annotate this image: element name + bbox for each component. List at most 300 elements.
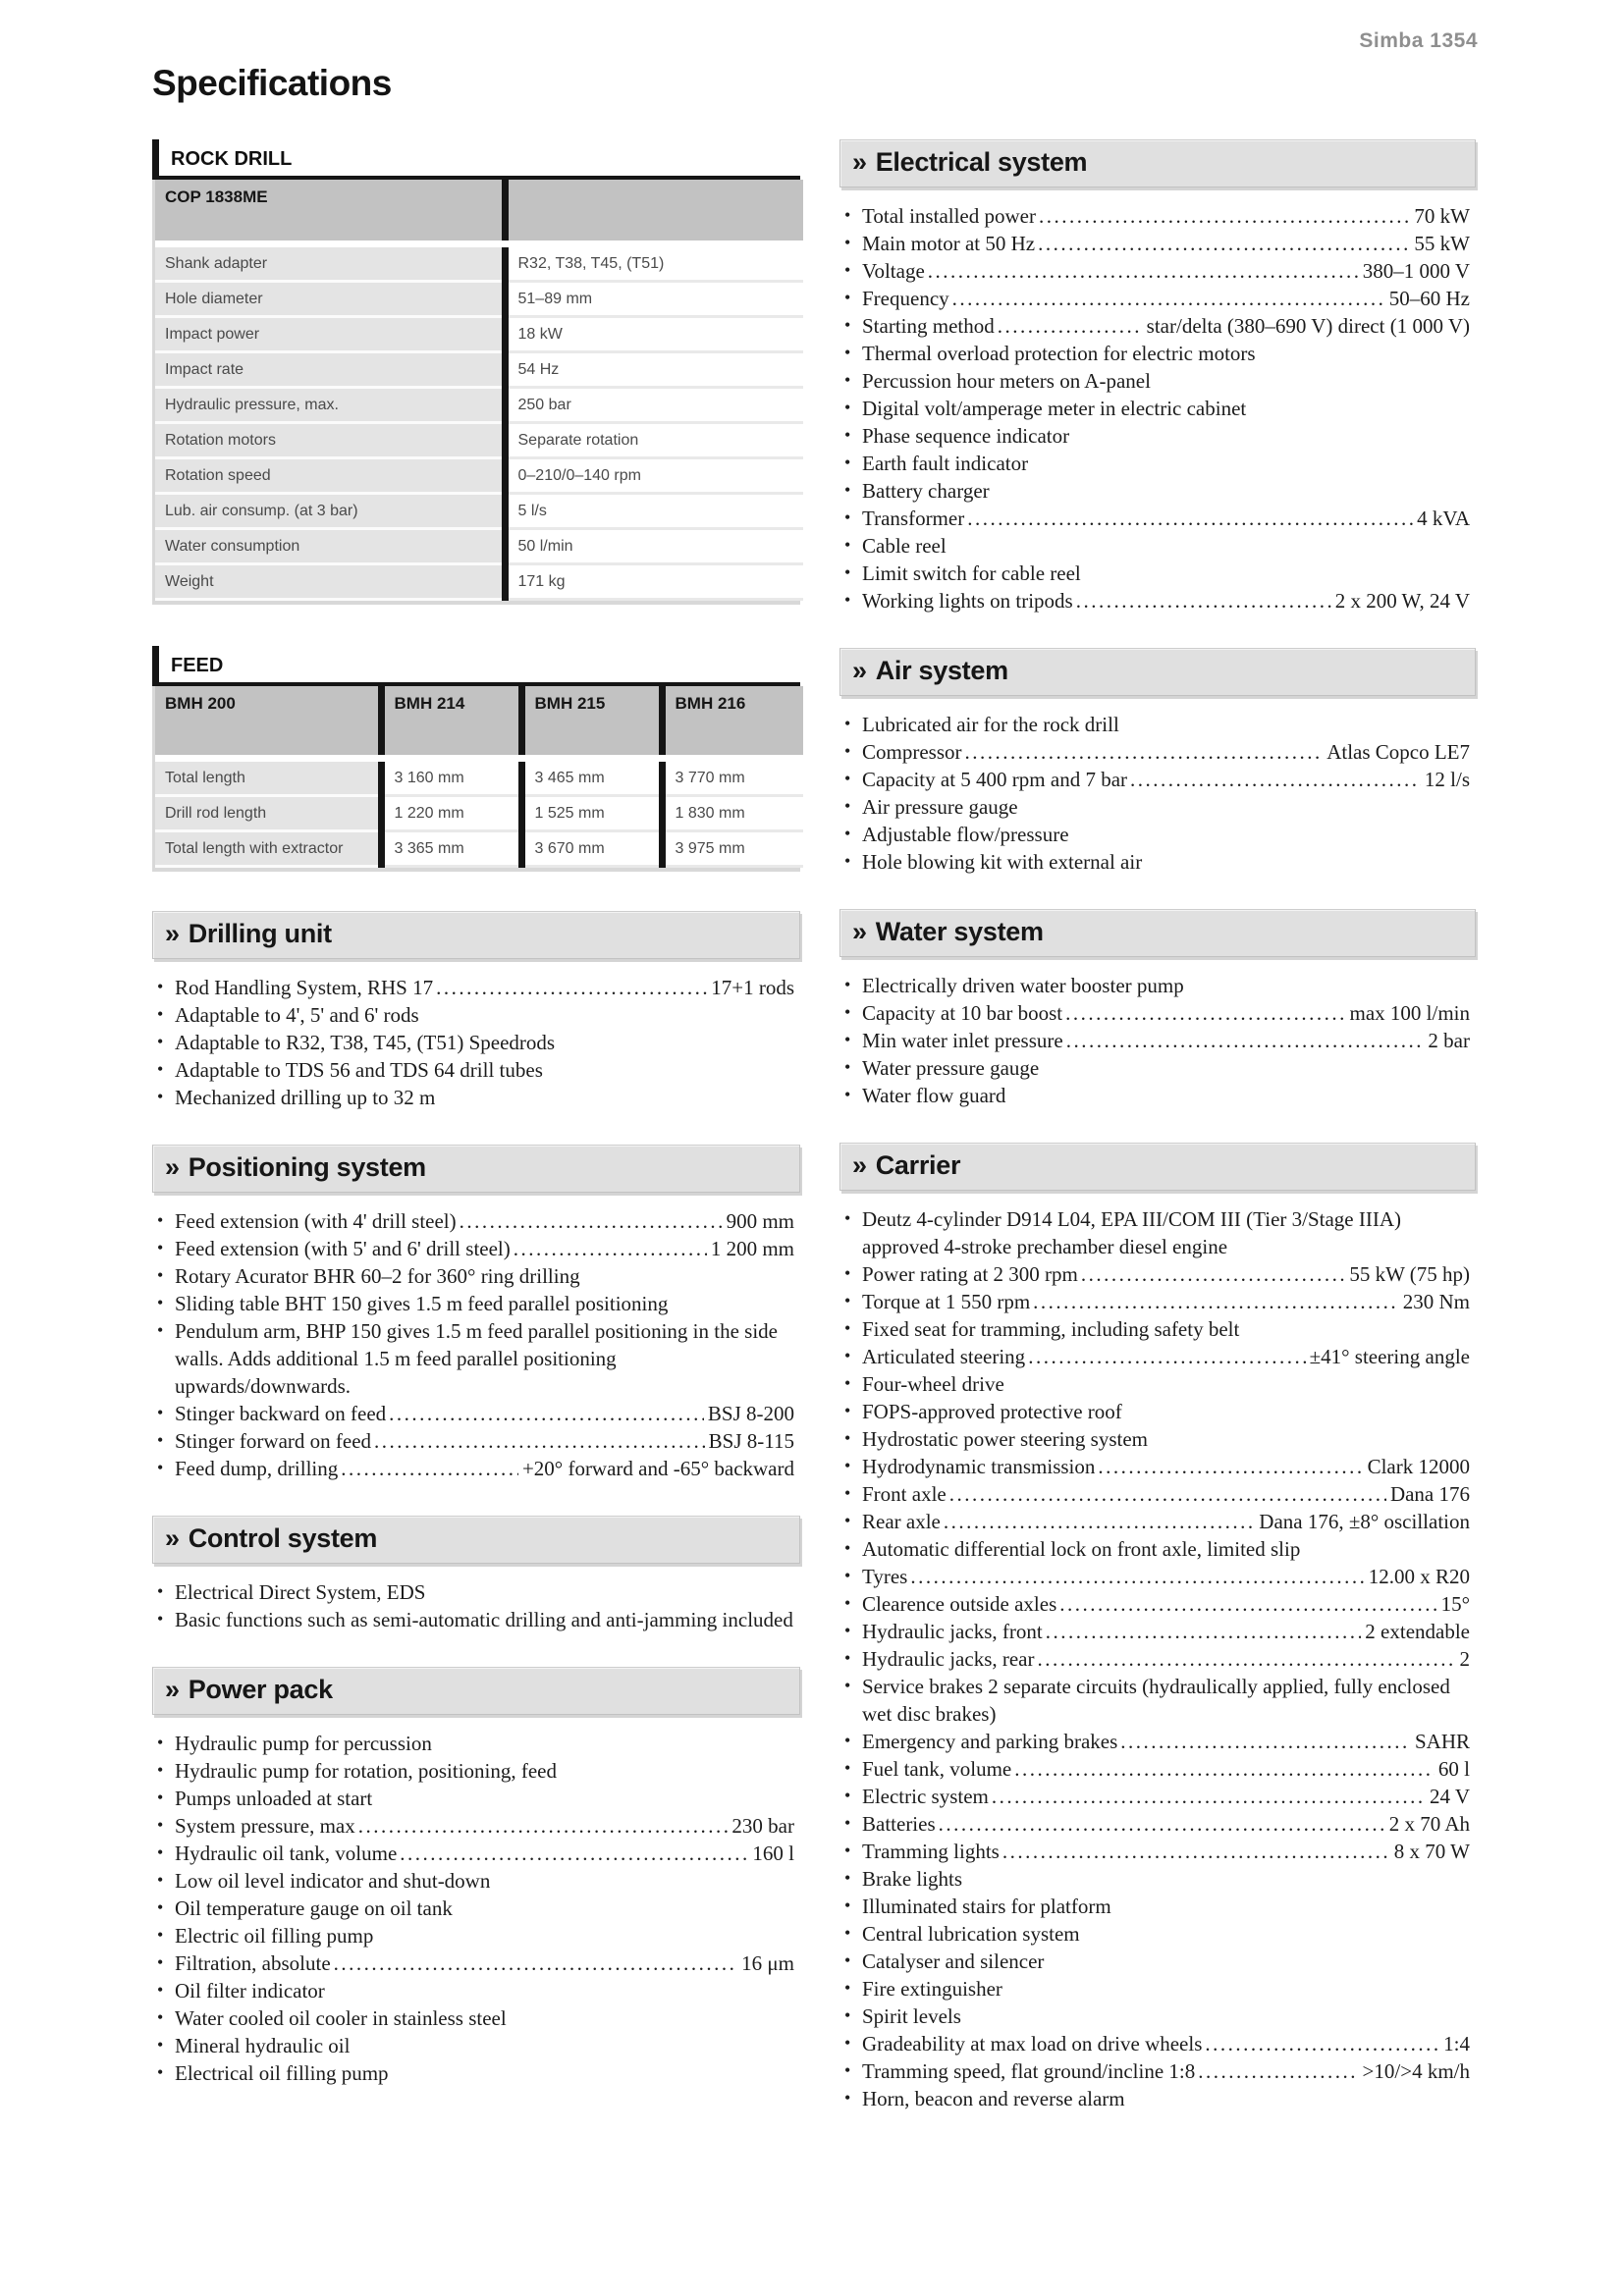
rock-drill-caption: ROCK DRILL [152, 139, 800, 176]
spec-item-text: Rotary Acurator BHR 60–2 for 360° ring drilling [175, 1264, 580, 1288]
table-header-blank [505, 180, 803, 244]
spec-item [841, 1755, 1470, 1783]
dot-leader [1063, 1027, 1425, 1054]
spec-item-text: Horn, beacon and reverse alarm [862, 2087, 1125, 2110]
spec-item-value: 160 l [752, 1842, 794, 1865]
spec-item [154, 2004, 794, 2032]
spec-item-value: star/delta (380–690 V) direct (1 000 V) [1146, 314, 1470, 338]
spec-item [841, 1783, 1470, 1810]
dot-leader [1000, 1838, 1390, 1865]
spec-item-text: Water flow guard [862, 1084, 1006, 1107]
spec-row-value: 3 465 mm [521, 759, 662, 796]
section-carrier [839, 1143, 1476, 2112]
section-control-system [152, 1516, 800, 1633]
spec-list [152, 1578, 800, 1633]
chevron-icon: » [165, 919, 180, 948]
spec-item [841, 1370, 1470, 1398]
spec-item-value: 230 bar [731, 1814, 794, 1838]
spec-item-text: Hydraulic pump for percussion [175, 1732, 432, 1755]
spec-item-value: 24 V [1429, 1785, 1470, 1808]
spec-item-value: BSJ 8-200 [707, 1402, 794, 1425]
spec-item-text: Pumps unloaded at start [175, 1787, 373, 1810]
spec-item-label: • Hydraulic oil tank, volume [175, 1842, 398, 1865]
spec-item-text: Basic functions such as semi-automatic drilling and anti-jamming included [175, 1608, 793, 1631]
feed-column-header: BMH 214 [381, 686, 521, 759]
rock-drill-model-header: COP 1838ME [155, 180, 505, 244]
spec-item-value: 12 l/s [1424, 768, 1470, 791]
spec-row-value: 18 kW [505, 317, 803, 352]
spec-item-label: • Gradeability at max load on drive wheels [862, 2032, 1203, 2056]
dot-leader [386, 1400, 704, 1427]
spec-item-value: >10/>4 km/h [1362, 2059, 1470, 2083]
spec-item [154, 1262, 794, 1290]
spec-item-label: • Working lights on tripods [862, 589, 1073, 613]
spec-item-label: • Feed extension (with 5' and 6' drill steel) [175, 1237, 511, 1260]
left-column [152, 139, 800, 2087]
spec-item-value: 8 x 70 W [1393, 1840, 1470, 1863]
spec-item [841, 477, 1470, 505]
dot-leader [457, 1207, 723, 1235]
spec-item-text: Adaptable to R32, T38, T45, (T51) Speedrods [175, 1031, 556, 1054]
spec-item [841, 450, 1470, 477]
table-row [155, 388, 803, 423]
spec-row-value: 3 975 mm [662, 831, 803, 867]
spec-item [841, 1398, 1470, 1425]
spec-item-text: Electrically driven water booster pump [862, 974, 1184, 997]
spec-item [841, 821, 1470, 848]
spec-item [841, 340, 1470, 367]
spec-item-text: Air pressure gauge [862, 795, 1018, 819]
spec-item [154, 1977, 794, 2004]
spec-row-label: Rotation speed [155, 458, 505, 494]
spec-item-value: Clark 12000 [1367, 1455, 1470, 1478]
spec-item-label: • Articulated steering [862, 1345, 1026, 1368]
spec-item-value: 17+1 rods [711, 976, 794, 999]
spec-item [154, 1949, 794, 1977]
spec-item-label: • Main motor at 50 Hz [862, 232, 1036, 255]
spec-item-text: Catalyser and silencer [862, 1949, 1045, 1973]
spec-item-text: Electric oil filling pump [175, 1924, 374, 1948]
section-title: Power pack [188, 1675, 333, 1704]
spec-item-text: Lubricated air for the rock drill [862, 713, 1119, 736]
spec-row-value: 51–89 mm [505, 282, 803, 317]
spec-item-text: Hydraulic pump for rotation, positioning, feed [175, 1759, 558, 1783]
spec-item [841, 972, 1470, 999]
chevron-icon: » [852, 1150, 867, 1180]
spec-item-text: Oil temperature gauge on oil tank [175, 1896, 453, 1920]
spec-item-text: Hole blowing kit with external air [862, 850, 1143, 874]
spec-item-label: • Tramming speed, flat ground/incline 1:8 [862, 2059, 1196, 2083]
spec-item [154, 1757, 794, 1785]
spec-item-value: 2 extendable [1365, 1620, 1470, 1643]
spec-item-text: Central lubrication system [862, 1922, 1080, 1946]
spec-item-label: • Feed extension (with 4' drill steel) [175, 1209, 457, 1233]
feed-table [155, 686, 803, 868]
dot-leader [1043, 1618, 1362, 1645]
section-air-system [839, 648, 1476, 876]
spec-row-label: Hydraulic pressure, max. [155, 388, 505, 423]
dot-leader [989, 1783, 1426, 1810]
spec-item-label: • Power rating at 2 300 rpm [862, 1262, 1078, 1286]
dot-leader [949, 285, 1385, 312]
spec-row-label: Weight [155, 564, 505, 600]
spec-item-value: 55 kW [1414, 232, 1470, 255]
spec-item-text: Adaptable to TDS 56 and TDS 64 drill tubes [175, 1058, 543, 1082]
spec-item-text: Hydrostatic power steering system [862, 1427, 1149, 1451]
spec-item [154, 1207, 794, 1235]
spec-item-label: • Front axle [862, 1482, 947, 1506]
spec-item [154, 1455, 794, 1482]
spec-item-label: • Voltage [862, 259, 925, 283]
spec-item-label: • Tyres [862, 1565, 908, 1588]
spec-item [841, 1205, 1470, 1260]
spec-item-label: • Starting method [862, 314, 995, 338]
spec-item-text: Illuminated stairs for platform [862, 1895, 1111, 1918]
spec-item-text: Fixed seat for tramming, including safety belt [862, 1317, 1240, 1341]
spec-item-value: max 100 l/min [1349, 1001, 1470, 1025]
spec-item-value: 2 x 200 W, 24 V [1334, 589, 1470, 613]
spec-row-label: Impact rate [155, 352, 505, 388]
spec-item [841, 1975, 1470, 2002]
spec-item [154, 1840, 794, 1867]
spec-item [154, 1001, 794, 1029]
spec-item-label: • Hydrodynamic transmission [862, 1455, 1096, 1478]
spec-item-text: Spirit levels [862, 2004, 961, 2028]
spec-item [841, 312, 1470, 340]
spec-row-value: Separate rotation [505, 423, 803, 458]
spec-row-label: Lub. air consump. (at 3 bar) [155, 494, 505, 529]
feed-column-header: BMH 216 [662, 686, 803, 759]
spec-item-label: • Fuel tank, volume [862, 1757, 1012, 1781]
spec-item-value: 15° [1440, 1592, 1470, 1616]
dot-leader [907, 1563, 1364, 1590]
spec-item-text: Deutz 4-cylinder D914 L04, EPA III/COM III (Tier 3/Stage IIIA) approved 4-stroke prechamber diesel engine [862, 1207, 1402, 1258]
rock-drill-table-frame [152, 180, 800, 605]
spec-item [154, 1290, 794, 1317]
spec-item-value: Dana 176 [1389, 1482, 1470, 1506]
spec-item-value: Dana 176, ±8° oscillation [1259, 1510, 1470, 1533]
spec-item-label: • Stinger forward on feed [175, 1429, 372, 1453]
spec-item-value: 2 x 70 Ah [1388, 1812, 1470, 1836]
dot-leader [1195, 2057, 1358, 2085]
spec-item-label: • Rear axle [862, 1510, 941, 1533]
table-row [155, 494, 803, 529]
spec-item-value: 60 l [1437, 1757, 1470, 1781]
spec-list [839, 202, 1476, 614]
spec-item [154, 1730, 794, 1757]
dot-leader [925, 257, 1359, 285]
spec-row-label: Total length [155, 759, 381, 796]
spec-item [841, 1082, 1470, 1109]
dot-leader [1035, 230, 1410, 257]
spec-item [841, 1343, 1470, 1370]
rock-drill-table-block [152, 139, 800, 605]
spec-item [154, 1785, 794, 1812]
spec-item [841, 1590, 1470, 1618]
spec-item-value: 55 kW (75 hp) [1349, 1262, 1470, 1286]
section-positioning-system [152, 1145, 800, 1482]
spec-item-label: • Tramming lights [862, 1840, 1000, 1863]
spec-item [841, 766, 1470, 793]
spec-item-label: • Hydraulic jacks, front [862, 1620, 1043, 1643]
spec-list [839, 711, 1476, 876]
spec-item [841, 230, 1470, 257]
spec-item-value: 12.00 x R20 [1368, 1565, 1470, 1588]
spec-list [152, 974, 800, 1111]
spec-item-value: BSJ 8-115 [708, 1429, 794, 1453]
rock-drill-table [155, 180, 803, 601]
spec-item-text: Digital volt/amperage meter in electric cabinet [862, 397, 1247, 420]
section-title: Drilling unit [188, 919, 332, 948]
section-header [839, 909, 1476, 957]
spec-item [841, 532, 1470, 560]
spec-item-label: • Min water inlet pressure [862, 1029, 1063, 1052]
spec-item-value: 230 Nm [1402, 1290, 1470, 1313]
section-title: Air system [875, 656, 1008, 685]
section-title: Control system [188, 1523, 378, 1553]
table-row [155, 759, 803, 796]
spec-row-value: 171 kg [505, 564, 803, 600]
spec-item-label: • Rod Handling System, RHS 17 [175, 976, 434, 999]
dot-leader [941, 1508, 1255, 1535]
spec-item-label: • System pressure, max [175, 1814, 355, 1838]
spec-item-text: Automatic differential lock on front axle, limited slip [862, 1537, 1301, 1561]
table-row [155, 244, 803, 282]
spec-item-label: • Total installed power [862, 204, 1036, 228]
dot-leader [964, 505, 1413, 532]
spec-item [841, 1948, 1470, 1975]
table-row [155, 564, 803, 600]
spec-item [841, 1288, 1470, 1315]
spec-row-value: 5 l/s [505, 494, 803, 529]
spec-item [841, 1563, 1470, 1590]
spec-item [154, 1235, 794, 1262]
spec-row-value: 0–210/0–140 rpm [505, 458, 803, 494]
spec-item-text: Mechanized drilling up to 32 m [175, 1086, 436, 1109]
spec-item [841, 587, 1470, 614]
spec-item-value: 380–1 000 V [1362, 259, 1470, 283]
spec-item-value: 1:4 [1443, 2032, 1470, 2056]
spec-item [154, 1056, 794, 1084]
spec-item [154, 1400, 794, 1427]
spec-item-text: Sliding table BHT 150 gives 1.5 m feed parallel positioning [175, 1292, 669, 1315]
spec-item [154, 2059, 794, 2087]
dot-leader [1062, 999, 1345, 1027]
spec-item [154, 1606, 794, 1633]
section-drilling-unit [152, 911, 800, 1111]
spec-item [841, 1027, 1470, 1054]
section-water-system [839, 909, 1476, 1109]
spec-item [841, 1453, 1470, 1480]
spec-item [154, 1812, 794, 1840]
spec-item-text: Low oil level indicator and shut-down [175, 1869, 491, 1893]
spec-list [152, 1730, 800, 2087]
spec-item-text: FOPS-approved protective roof [862, 1400, 1122, 1423]
spec-item [841, 367, 1470, 395]
spec-row-label: Shank adapter [155, 244, 505, 282]
spec-item-value: 4 kVA [1417, 507, 1470, 530]
page-title: Specifications [152, 63, 392, 103]
section-header [839, 648, 1476, 696]
dot-leader [1036, 202, 1410, 230]
dot-leader [947, 1480, 1386, 1508]
spec-item [841, 505, 1470, 532]
section-header [152, 1145, 800, 1193]
spec-item [154, 1084, 794, 1111]
table-row [155, 458, 803, 494]
right-column [839, 139, 1476, 2112]
spec-item-label: • Emergency and parking brakes [862, 1730, 1118, 1753]
dot-leader [1035, 1645, 1456, 1673]
spec-item [841, 560, 1470, 587]
spec-item-text: Earth fault indicator [862, 452, 1029, 475]
section-title: Positioning system [188, 1152, 426, 1182]
spec-item [841, 1054, 1470, 1082]
chevron-icon: » [852, 917, 867, 946]
spec-item [841, 1260, 1470, 1288]
spec-item-text: Percussion hour meters on A-panel [862, 369, 1151, 393]
spec-item [841, 1508, 1470, 1535]
spec-item [841, 2002, 1470, 2030]
dot-leader [331, 1949, 738, 1977]
spec-list [152, 1207, 800, 1482]
spec-list [839, 972, 1476, 1109]
spec-item [841, 848, 1470, 876]
table-row [155, 282, 803, 317]
dot-leader [511, 1235, 707, 1262]
spec-item [841, 1673, 1470, 1728]
spec-item [841, 2030, 1470, 2057]
spec-list [839, 1205, 1476, 2112]
dot-leader [936, 1810, 1385, 1838]
spec-item [841, 1920, 1470, 1948]
spec-item [841, 1535, 1470, 1563]
spec-item-value: Atlas Copco LE7 [1326, 740, 1470, 764]
spec-item-value: ±41° steering angle [1309, 1345, 1470, 1368]
spec-item-label: • Batteries [862, 1812, 936, 1836]
spec-item-label: • Stinger backward on feed [175, 1402, 387, 1425]
spec-row-value: 1 220 mm [381, 796, 521, 831]
spec-item [841, 1728, 1470, 1755]
section-electrical-system [839, 139, 1476, 614]
spec-item-text: Limit switch for cable reel [862, 561, 1081, 585]
spec-item [841, 422, 1470, 450]
spec-item-label: • Electric system [862, 1785, 989, 1808]
spec-item-text: Phase sequence indicator [862, 424, 1070, 448]
spec-item-label: • Transformer [862, 507, 965, 530]
right-sections [839, 139, 1476, 2112]
section-header [152, 1516, 800, 1564]
spec-item-text: Mineral hydraulic oil [175, 2034, 351, 2057]
dot-leader [371, 1427, 705, 1455]
spec-item [841, 285, 1470, 312]
dot-leader [995, 312, 1143, 340]
section-title: Carrier [875, 1150, 961, 1180]
dot-leader [1073, 587, 1331, 614]
feed-table-frame [152, 686, 800, 872]
spec-item-label: • Compressor [862, 740, 962, 764]
spec-item [841, 2057, 1470, 2085]
feed-column-header: BMH 200 [155, 686, 381, 759]
left-sections [152, 911, 800, 2087]
spec-item [154, 1427, 794, 1455]
spec-item [154, 1317, 794, 1400]
spec-row-value: 1 525 mm [521, 796, 662, 831]
spec-row-label: Drill rod length [155, 796, 381, 831]
spec-item [841, 711, 1470, 738]
spec-item-text: Thermal overload protection for electric motors [862, 342, 1256, 365]
spec-row-value: R32, T38, T45, (T51) [505, 244, 803, 282]
spec-item [841, 793, 1470, 821]
spec-row-label: Rotation motors [155, 423, 505, 458]
spec-item-text: Cable reel [862, 534, 947, 558]
spec-row-label: Total length with extractor [155, 831, 381, 867]
spec-item-text: Oil filter indicator [175, 1979, 325, 2002]
spec-item-label: • Torque at 1 550 rpm [862, 1290, 1031, 1313]
spec-row-value: 54 Hz [505, 352, 803, 388]
spec-row-label: Impact power [155, 317, 505, 352]
section-header [839, 1143, 1476, 1191]
section-header [152, 911, 800, 959]
table-row [155, 796, 803, 831]
spec-row-value: 3 670 mm [521, 831, 662, 867]
spec-item [841, 1315, 1470, 1343]
section-title: Electrical system [875, 147, 1088, 177]
spec-item-value: 2 bar [1428, 1029, 1470, 1052]
dot-leader [338, 1455, 518, 1482]
spec-item-label: • Frequency [862, 287, 949, 310]
feed-column-header: BMH 215 [521, 686, 662, 759]
dot-leader [1078, 1260, 1345, 1288]
chevron-icon: » [852, 147, 867, 177]
spec-row-label: Hole diameter [155, 282, 505, 317]
table-row [155, 352, 803, 388]
spec-item [841, 1645, 1470, 1673]
spec-item-value: 2 [1459, 1647, 1470, 1671]
spec-item [841, 1480, 1470, 1508]
spec-row-value: 250 bar [505, 388, 803, 423]
spec-item-value: SAHR [1414, 1730, 1470, 1753]
spec-row-value: 50 l/min [505, 529, 803, 564]
table-row [155, 529, 803, 564]
table-header-row [155, 686, 803, 759]
table-row [155, 831, 803, 867]
dot-leader [962, 738, 1324, 766]
section-header [152, 1667, 800, 1715]
spec-item-text: Water pressure gauge [862, 1056, 1040, 1080]
spec-item [154, 1895, 794, 1922]
dot-leader [1127, 766, 1421, 793]
dot-leader [433, 974, 707, 1001]
dot-leader [1011, 1755, 1435, 1783]
spec-item-text: Brake lights [862, 1867, 963, 1891]
spec-item [841, 395, 1470, 422]
spec-item [154, 1029, 794, 1056]
spec-item-label: • Hydraulic jacks, rear [862, 1647, 1035, 1671]
spec-row-value: 3 770 mm [662, 759, 803, 796]
spec-row-value: 3 365 mm [381, 831, 521, 867]
spec-item [841, 1618, 1470, 1645]
spec-item-text: Pendulum arm, BHP 150 gives 1.5 m feed parallel positioning in the side walls. Adds additional 1.5 m feed parallel positioning upwards/downwards. [175, 1319, 778, 1398]
dot-leader [1095, 1453, 1363, 1480]
spec-item [841, 257, 1470, 285]
chevron-icon: » [165, 1675, 180, 1704]
spec-item-value: 50–60 Hz [1388, 287, 1470, 310]
spec-item-label: • Feed dump, drilling [175, 1457, 339, 1480]
section-power-pack [152, 1667, 800, 2087]
spec-item [841, 1425, 1470, 1453]
spec-item-text: Water cooled oil cooler in stainless steel [175, 2006, 507, 2030]
